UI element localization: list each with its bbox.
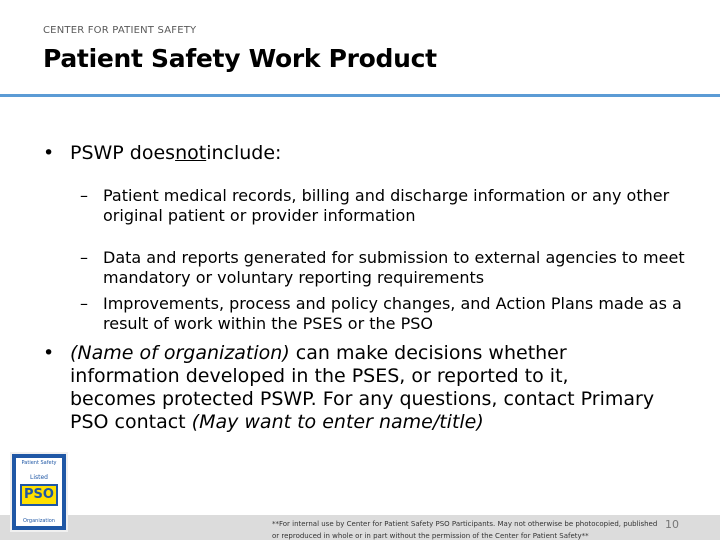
logo-mid-text: Listed	[30, 474, 48, 481]
subbullet-marker: –	[80, 294, 88, 313]
organization-label: CENTER FOR PATIENT SAFETY	[43, 25, 197, 36]
bullet-pswp-excludes	[43, 142, 281, 164]
bullet-text-post: include:	[206, 142, 282, 164]
subbullet-external-reports	[80, 248, 703, 288]
title-divider	[0, 94, 720, 97]
bullet-marker: •	[43, 142, 55, 164]
bullet-text-underlined: not	[175, 142, 207, 164]
logo-top-text: Patient Safety	[21, 460, 57, 466]
logo-bottom-text: Organization	[23, 518, 55, 524]
bullet-text-middle: can make decisions whether information developed in the PSES, or reported to it, becomes protected PSWP. For any questions, contact Primary PSO contact	[70, 342, 655, 433]
logo-pso-text: PSO	[20, 484, 58, 506]
subbullet-text: Data and reports generated for submission to external agencies to meet mandatory or voluntary reporting requirements	[103, 248, 685, 287]
bullet-text	[70, 342, 660, 434]
org-name-placeholder: (Name of organization)	[70, 342, 290, 364]
subbullet-medical-records	[80, 186, 703, 226]
bullet-organization-decisions	[43, 342, 660, 434]
page-number: 10	[665, 518, 679, 531]
slide-title: Patient Safety Work Product	[43, 44, 437, 73]
subbullet-improvements	[80, 294, 703, 334]
bullet-marker: •	[43, 342, 55, 364]
subbullet-marker: –	[80, 186, 88, 205]
listed-pso-logo	[10, 452, 68, 532]
contact-name-placeholder: (May want to enter name/title)	[191, 411, 484, 433]
subbullet-text: Patient medical records, billing and discharge information or any other original patient or provider information	[103, 186, 670, 225]
footer-disclaimer: **For internal use by Center for Patient Safety PSO Participants. May not otherwise be photocopied, published or reproduced in whole or in part without the permission of the Center for Patient Safety**	[272, 520, 658, 540]
subbullet-text: Improvements, process and policy changes, and Action Plans made as a result of work within the PSES or the PSO	[103, 294, 682, 333]
logo-inner	[16, 458, 62, 526]
bullet-text-pre: PSWP does	[70, 142, 176, 164]
subbullet-marker: –	[80, 248, 88, 267]
